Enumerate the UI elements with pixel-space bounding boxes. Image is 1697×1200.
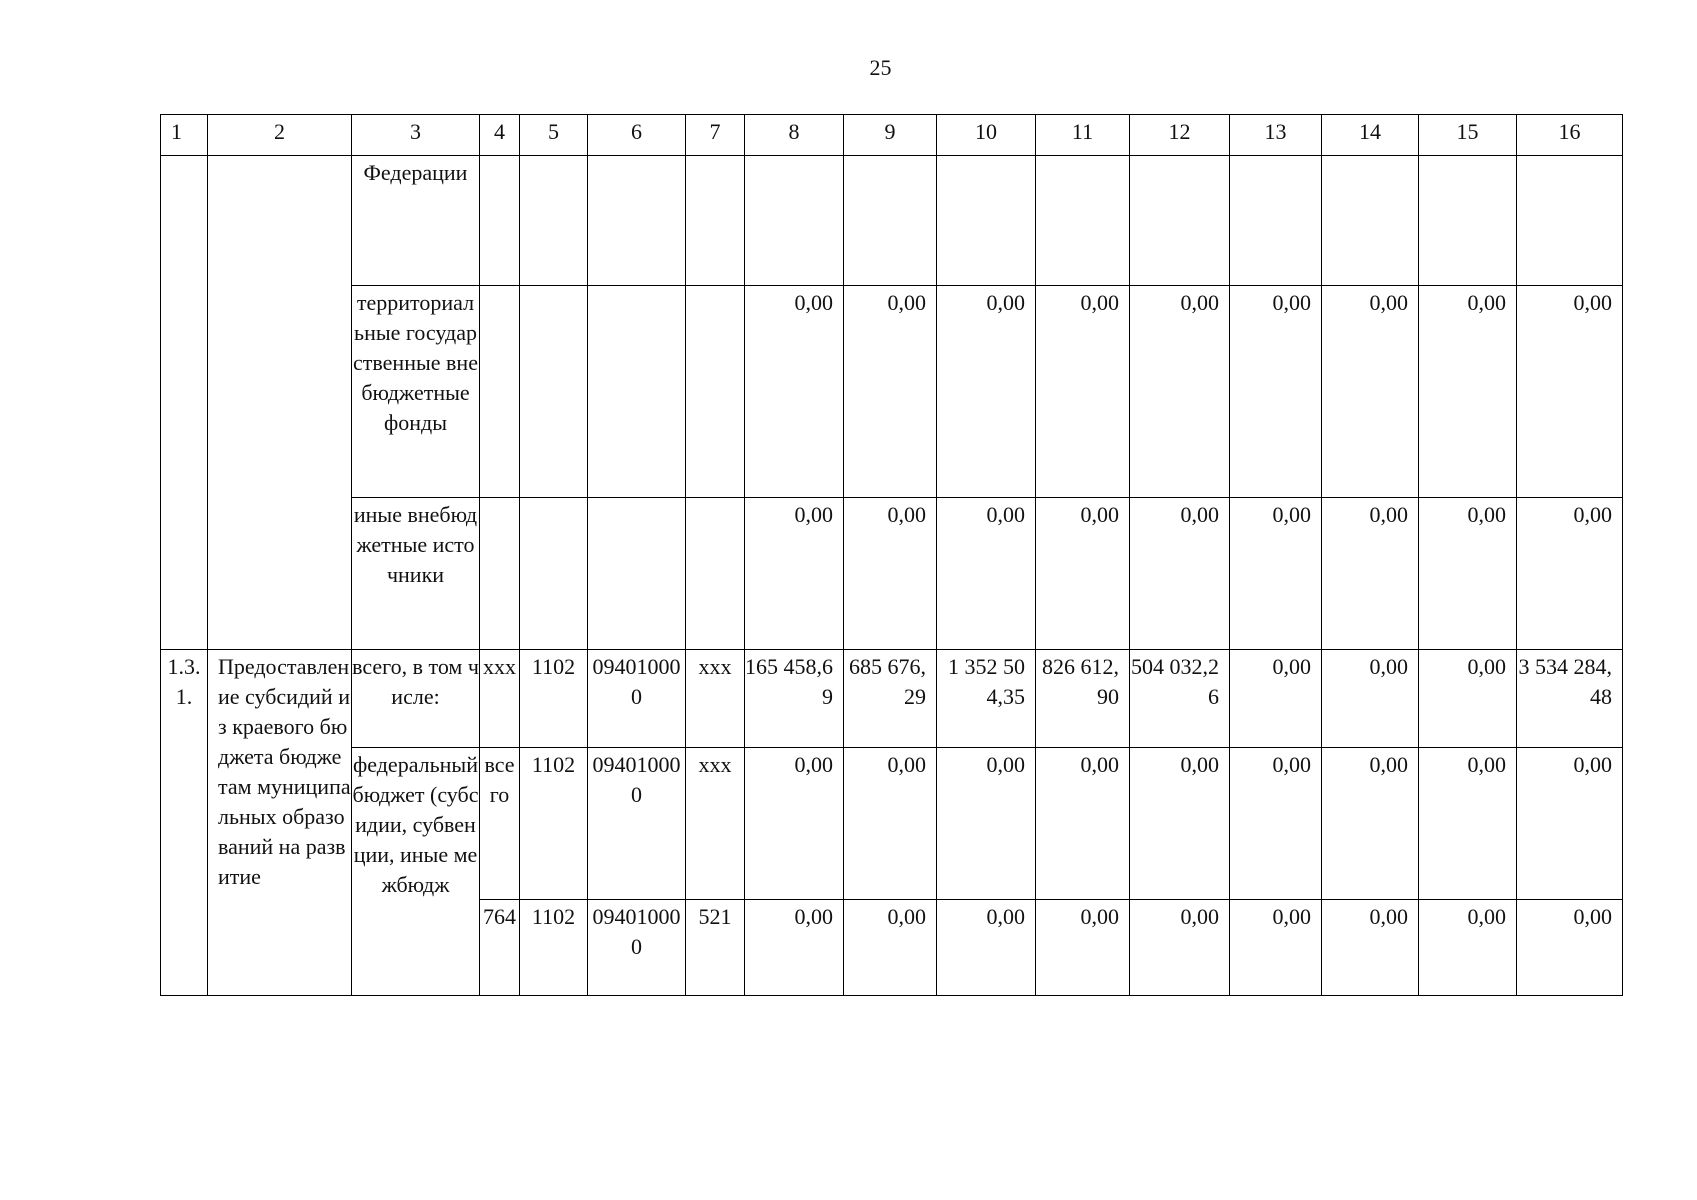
value-cell: 0,00 [1419,498,1517,650]
value-cell: 0,00 [1230,498,1322,650]
header-cell: 9 [844,115,937,156]
value-cell: 0,00 [1322,900,1419,996]
value-cell: 0,00 [937,286,1036,498]
code-cell: ххх [686,650,745,748]
value-cell: 0,00 [1322,498,1419,650]
header-cell: 4 [480,115,520,156]
table-row [161,498,1623,650]
code-cell: ххх [480,650,520,748]
header-cell: 3 [352,115,480,156]
code-cell: 1102 [520,900,588,996]
empty-cell [161,156,208,650]
header-cell: 12 [1130,115,1230,156]
code-cell: 094010000 [588,748,686,900]
header-cell: 14 [1322,115,1419,156]
value-cell: 0,00 [745,900,844,996]
value-cell: 0,00 [1517,286,1623,498]
table-row [161,286,1623,498]
value-cell: 0,00 [1036,498,1130,650]
value-cell: 0,00 [844,900,937,996]
value-cell: 0,00 [745,286,844,498]
value-cell: 0,00 [1419,900,1517,996]
value-cell: 0,00 [1322,286,1419,498]
budget-table [160,114,1623,996]
header-cell: 2 [208,115,352,156]
header-cell: 8 [745,115,844,156]
header-cell: 13 [1230,115,1322,156]
header-cell: 5 [520,115,588,156]
value-cell: 0,00 [1517,900,1623,996]
code-cell: всего [480,748,520,900]
value-cell: 1 352 504,35 [937,650,1036,748]
code-cell: 764 [480,900,520,996]
code-cell: 094010000 [588,650,686,748]
empty-cell [208,156,352,650]
value-cell: 0,00 [1230,650,1322,748]
value-cell: 0,00 [937,498,1036,650]
value-cell: 0,00 [745,748,844,900]
item-name: Предоставление субсидий из краевого бюджета бюджетам муниципальных образований на развитие [208,650,352,996]
table-row [161,650,1623,748]
value-cell: 0,00 [1130,498,1230,650]
value-cell: 0,00 [1130,286,1230,498]
value-cell: 0,00 [1419,748,1517,900]
value-cell: 0,00 [1230,748,1322,900]
value-cell: 0,00 [1230,900,1322,996]
header-cell: 6 [588,115,686,156]
value-cell: 0,00 [844,286,937,498]
source-label: территориальные государственные внебюджетные фонды [352,286,480,498]
header-cell: 11 [1036,115,1130,156]
value-cell: 0,00 [1130,900,1230,996]
value-cell: 685 676,29 [844,650,937,748]
source-label: федеральный бюджет (субсидии, субвенции, иные межбюдж [352,748,480,996]
value-cell: 0,00 [1322,650,1419,748]
value-cell: 0,00 [1517,498,1623,650]
source-label: Федерации [352,156,480,286]
header-cell: 7 [686,115,745,156]
table-row [161,156,1623,286]
code-cell: ххх [686,748,745,900]
value-cell: 165 458,69 [745,650,844,748]
code-cell: 1102 [520,748,588,900]
header-cell: 1 [161,115,208,156]
value-cell: 3 534 284,48 [1517,650,1623,748]
value-cell: 0,00 [1517,748,1623,900]
value-cell: 0,00 [844,748,937,900]
table-row [161,748,1623,900]
header-cell: 10 [937,115,1036,156]
value-cell: 504 032,26 [1130,650,1230,748]
page-number: 25 [869,55,892,80]
source-label: всего, в том числе: [352,650,480,748]
value-cell: 0,00 [1036,748,1130,900]
value-cell: 0,00 [1130,748,1230,900]
value-cell: 0,00 [1036,286,1130,498]
value-cell: 0,00 [1419,650,1517,748]
value-cell: 826 612,90 [1036,650,1130,748]
value-cell: 0,00 [1230,286,1322,498]
source-label: иные внебюджетные источники [352,498,480,650]
header-cell: 15 [1419,115,1517,156]
code-cell: 1102 [520,650,588,748]
header-row [161,115,1623,156]
value-cell: 0,00 [1419,286,1517,498]
value-cell: 0,00 [937,748,1036,900]
value-cell: 0,00 [745,498,844,650]
value-cell: 0,00 [937,900,1036,996]
value-cell: 0,00 [1036,900,1130,996]
code-cell: 094010000 [588,900,686,996]
value-cell: 0,00 [1322,748,1419,900]
code-cell: 521 [686,900,745,996]
item-number: 1.3.1. [161,650,208,996]
value-cell: 0,00 [844,498,937,650]
header-cell: 16 [1517,115,1623,156]
